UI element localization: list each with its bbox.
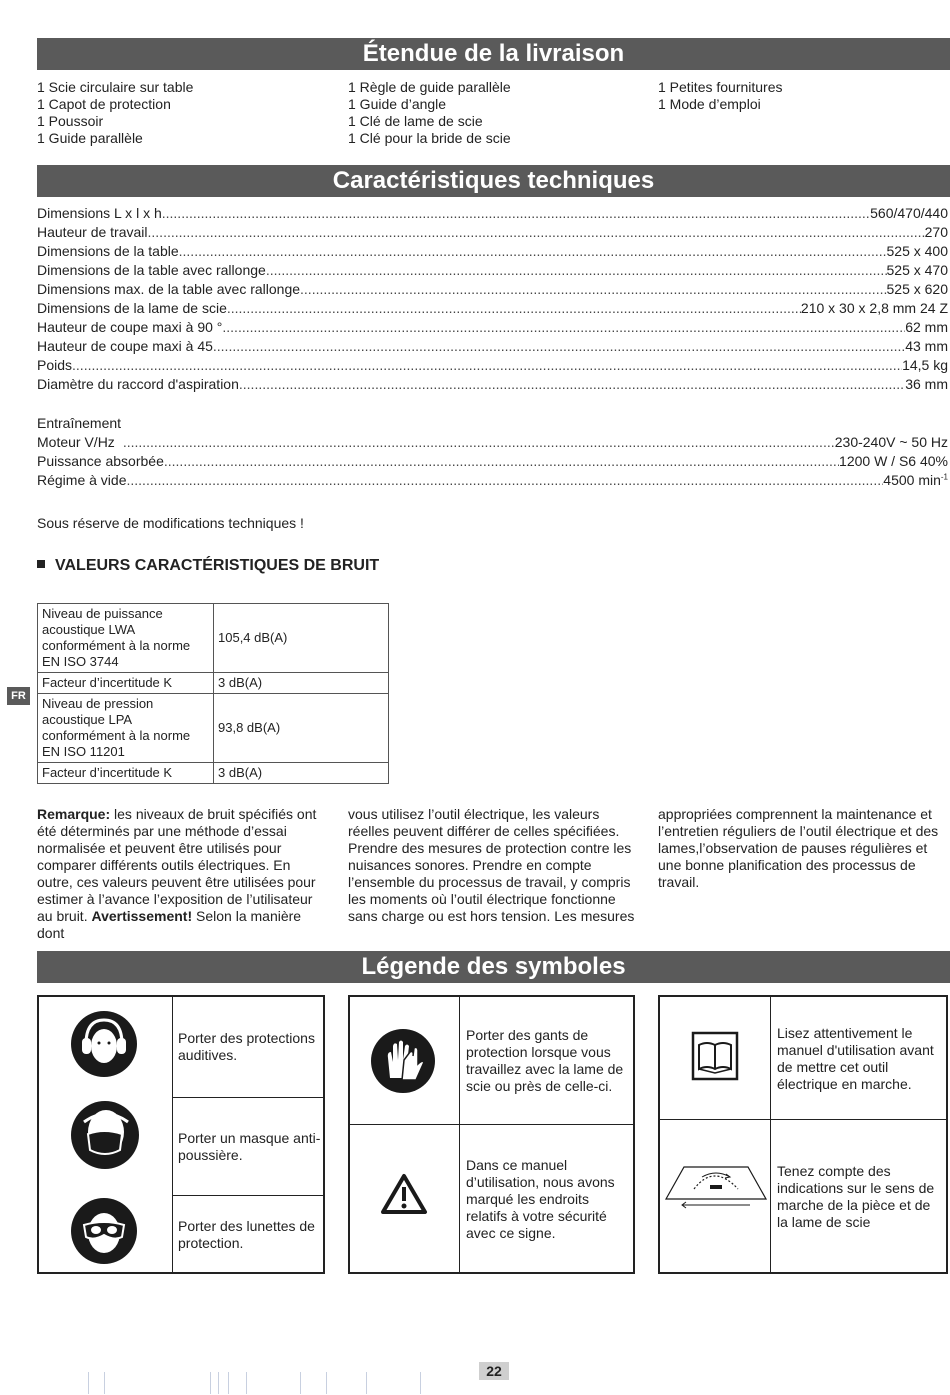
drive-heading: Entraînement [37, 415, 122, 431]
symbols-title: Légende des symboles [37, 951, 950, 983]
table-cell: Facteur d’incertitude K [38, 763, 214, 784]
spec-value: 210 x 30 x 2,8 mm 24 Z [800, 300, 948, 316]
symbol-text: Porter des gants de protection lorsque vous travaillez avec la lame de scie ou près de celle-ci. [466, 1027, 624, 1094]
spec-row [37, 204, 948, 223]
spec-label: Dimensions de la table [37, 243, 179, 259]
delivery-col-3 [658, 79, 783, 113]
spec-value: 36 mm [905, 376, 948, 392]
safety-goggles-icon [70, 1197, 138, 1265]
spec-value: 62 mm [905, 319, 948, 335]
spec-row [37, 318, 948, 337]
manual-book-icon [691, 1031, 739, 1081]
spec-value: 4500 $\min^{-1}$ [883, 472, 948, 488]
table-row [38, 694, 389, 763]
edge-mark [246, 1372, 247, 1394]
symbol-text: Dans ce manuel d’utilisation, nous avons marqué les endroits relatifs à votre sécurité avec ce signe. [466, 1157, 615, 1241]
delivery-item: 1 Guide d’angle [348, 96, 447, 112]
spec-value: 525 x 470 [886, 262, 948, 278]
symbol-text: Porter des lunettes de protection. [178, 1218, 315, 1251]
symbol-text: Lisez attentivement le manuel d'utilisation avant de mettre cet outil électrique en marche. [777, 1025, 934, 1092]
spec-label: Puissance absorbée [37, 453, 164, 469]
spec-row [37, 261, 948, 280]
spec-row [37, 299, 948, 318]
edge-mark [300, 1372, 301, 1394]
spec-value: 14,5 kg [902, 357, 948, 373]
drive-list [37, 433, 948, 490]
spec-label: Moteur V/Hz [37, 434, 115, 450]
specs-list [37, 204, 948, 394]
delivery-item: 1 Clé pour la bride de scie [348, 130, 511, 146]
edge-mark [104, 1372, 105, 1394]
dust-mask-icon [70, 1100, 140, 1170]
delivery-item: 1 Petites fournitures [658, 79, 783, 95]
spec-value: 43 mm [905, 338, 948, 354]
delivery-col-1 [37, 79, 193, 147]
remark-col-1: Remarque: les niveaux de bruit spécifiés ont été déterminés par une méthode d’essai normalisée et peuvent être utilisés pour comparer différents outils électriques. En outre, ces valeurs peuvent être utilisées pour estimer à l’avance l’exposition de l’utilisateur au bruit. Avertissement! Selon la manière dont [37, 806, 317, 941]
table-row [38, 673, 389, 694]
page-number: 22 [479, 1362, 509, 1380]
spec-value: 270 [924, 224, 948, 240]
noise-heading: VALEURS CARACTÉRISTIQUES DE BRUIT [37, 557, 379, 575]
spec-row [37, 337, 948, 356]
language-tab: FR [7, 687, 30, 705]
edge-mark [420, 1372, 421, 1394]
spec-label: Hauteur de travail [37, 224, 148, 240]
delivery-item: 1 Poussoir [37, 113, 104, 129]
spec-row [37, 375, 948, 394]
table-row [38, 763, 389, 784]
spec-label: Dimensions L x l x h [37, 205, 162, 221]
remark-col-3: appropriées comprennent la maintenance et l’entretien réguliers de l’outil électrique et des lames,l’observation de pauses régulières et une bonne planification des processus de travail. [658, 806, 939, 890]
spec-value: 1200 W / S6 40% [839, 453, 948, 469]
table-cell: Facteur d’incertitude K [38, 673, 214, 694]
edge-mark [326, 1372, 327, 1394]
symbol-text: Porter un masque anti-poussière. [178, 1130, 321, 1163]
spec-row [37, 471, 948, 490]
spec-label: Dimensions max. de la table avec rallonge [37, 281, 301, 297]
spec-value: 230-240V ~ 50 Hz [834, 434, 948, 450]
edge-mark [218, 1372, 219, 1394]
edge-mark [88, 1372, 89, 1394]
warning-icon [380, 1173, 428, 1215]
spec-row [37, 452, 948, 471]
delivery-item: 1 Clé de lame de scie [348, 113, 483, 129]
table-cell: 3 dB(A) [214, 763, 389, 784]
spec-row [37, 356, 948, 375]
gloves-icon [370, 1028, 436, 1094]
delivery-item: 1 Guide parallèle [37, 130, 143, 146]
delivery-item: 1 Scie circulaire sur table [37, 79, 194, 95]
table-cell: 93,8 dB(A) [214, 694, 389, 763]
edge-mark [366, 1372, 367, 1394]
spec-label: Dimensions de la table avec rallonge [37, 262, 266, 278]
delivery-item: 1 Règle de guide parallèle [348, 79, 511, 95]
spec-row [37, 223, 948, 242]
table-cell: Niveau de pression acoustique LPA conformément à la norme EN ISO 11201 [38, 694, 214, 763]
remark-col-2: vous utilisez l’outil électrique, les valeurs réelles peuvent différer de celles spécifiées. Prendre des mesures de protection contre les nuisances sonores. Prendre en compte l’ensemble du processus de travail, y compris les moments où l’outil électrique fonctionne sans charge ou est hors tension. Les mesures [348, 806, 635, 924]
spec-label: Diamètre du raccord d'aspiration [37, 376, 239, 392]
spec-row [37, 433, 948, 452]
delivery-title: Étendue de la livraison [37, 38, 950, 70]
spec-value: 560/470/440 [870, 205, 948, 221]
bullet-square-icon [37, 560, 45, 568]
symbol-text: Porter des protections auditives. [178, 1030, 315, 1063]
table-cell: 3 dB(A) [214, 673, 389, 694]
spec-label: Poids [37, 357, 73, 373]
specs-note: Sous réserve de modifications techniques ! [37, 515, 304, 531]
delivery-item: 1 Mode d’emploi [658, 96, 761, 112]
saw-direction-icon [664, 1147, 768, 1217]
noise-table [37, 603, 389, 784]
edge-mark [210, 1372, 211, 1394]
spec-row [37, 242, 948, 261]
delivery-col-2 [348, 79, 511, 147]
edge-mark [228, 1372, 229, 1394]
ear-protection-icon [70, 1010, 138, 1078]
spec-value: 525 x 400 [886, 243, 948, 259]
specs-title: Caractéristiques techniques [37, 165, 950, 197]
spec-label: Dimensions de la lame de scie [37, 300, 227, 316]
table-cell: 105,4 dB(A) [214, 604, 389, 673]
spec-value: 525 x 620 [886, 281, 948, 297]
spec-label: Hauteur de coupe maxi à 45 [37, 338, 213, 354]
symbol-box-2 [348, 995, 635, 1274]
spec-label: Hauteur de coupe maxi à 90 ° [37, 319, 223, 335]
spec-label: Régime à vide [37, 472, 127, 488]
table-row [38, 604, 389, 673]
symbol-box-3 [658, 995, 948, 1274]
symbol-box-1 [37, 995, 325, 1274]
table-cell: Niveau de puissance acoustique LWA conformément à la norme EN ISO 3744 [38, 604, 214, 673]
delivery-item: 1 Capot de protection [37, 96, 171, 112]
symbol-text: Tenez compte des indications sur le sens de marche de la pièce et de la lame de scie [777, 1163, 935, 1230]
spec-row [37, 280, 948, 299]
